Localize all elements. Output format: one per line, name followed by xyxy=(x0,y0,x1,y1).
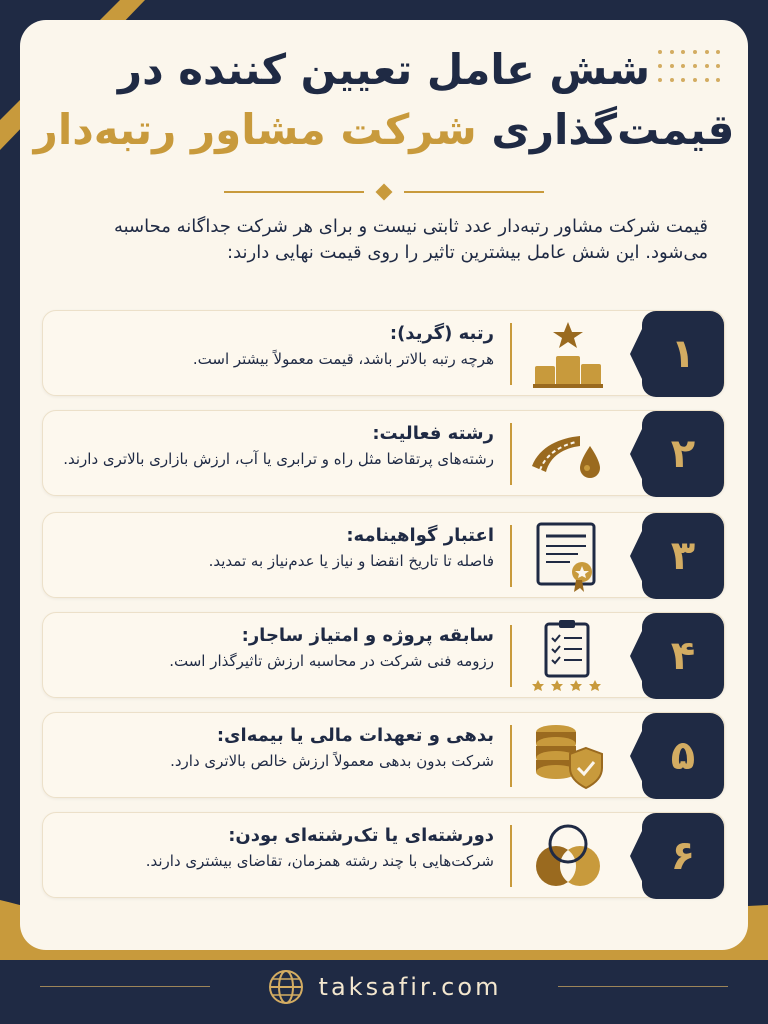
factor-description: شرکت‌هایی با چند رشته همزمان، تقاضای بیشتری دارند. xyxy=(145,852,494,870)
factor-item-3 xyxy=(42,512,725,598)
title-line-2-dark: قیمت‌گذاری xyxy=(491,105,735,154)
certificate-icon xyxy=(530,518,606,594)
diamond-icon xyxy=(376,184,393,201)
page-title xyxy=(0,40,768,160)
factor-item-2 xyxy=(42,410,725,496)
factor-title: بدهی و تعهدات مالی یا بیمه‌ای: xyxy=(216,725,494,746)
coins-shield-icon xyxy=(530,718,606,794)
footer xyxy=(0,950,768,1024)
title-divider xyxy=(224,186,544,198)
factor-description: رزومه فنی شرکت در محاسبه ارزش تاثیرگذار است. xyxy=(169,652,494,670)
factor-number: ۵ xyxy=(642,713,724,799)
podium-star-icon xyxy=(530,316,606,392)
factor-item-6 xyxy=(42,812,725,898)
venn-circles-icon xyxy=(530,818,606,894)
factor-item-5 xyxy=(42,712,725,798)
title-line-1: شش عامل تعیین کننده در xyxy=(117,45,651,94)
factor-number: ۱ xyxy=(642,311,724,397)
road-water-drop-icon xyxy=(530,416,606,492)
factor-title: سابقه پروژه و امتیاز ساجار: xyxy=(241,625,494,646)
factor-number: ۴ xyxy=(642,613,724,699)
factor-title: اعتبار گواهینامه: xyxy=(346,525,494,546)
intro-text: قیمت شرکت مشاور رتبه‌دار عدد ثابتی نیست و برای هر شرکت جداگانه محاسبه می‌شود. این شش عامل بیشترین تاثیر را روی قیمت نهایی دارند: xyxy=(113,216,708,263)
factor-description: فاصله تا تاریخ انقضا و نیاز یا عدم‌نیاز به تمدید. xyxy=(208,552,494,570)
factor-title: رشته فعالیت: xyxy=(372,423,494,444)
clipboard-stars-icon xyxy=(530,618,606,694)
factor-title: رتبه (گرید): xyxy=(389,323,494,344)
factor-description: رشته‌های پرتقاضا مثل راه و ترابری یا آب، ارزش بازاری بالاتری دارند. xyxy=(63,450,494,468)
factor-number: ۲ xyxy=(642,411,724,497)
factor-number: ۳ xyxy=(642,513,724,599)
factor-title: دورشته‌ای یا تک‌رشته‌ای بودن: xyxy=(228,825,494,846)
factor-item-4 xyxy=(42,612,725,698)
factor-item-1 xyxy=(42,310,725,396)
factor-description: شرکت بدون بدهی معمولاً ارزش خالص بالاتری دارد. xyxy=(170,752,494,770)
factor-number: ۶ xyxy=(642,813,724,899)
title-line-2-gold: شرکت مشاور رتبه‌دار xyxy=(33,105,477,154)
factor-description: هرچه رتبه بالاتر باشد، قیمت معمولاً بیشتر است. xyxy=(192,350,494,368)
globe-icon xyxy=(267,968,305,1006)
website-link[interactable]: taksafir.com xyxy=(318,973,502,1001)
title-line-2 xyxy=(0,100,768,160)
